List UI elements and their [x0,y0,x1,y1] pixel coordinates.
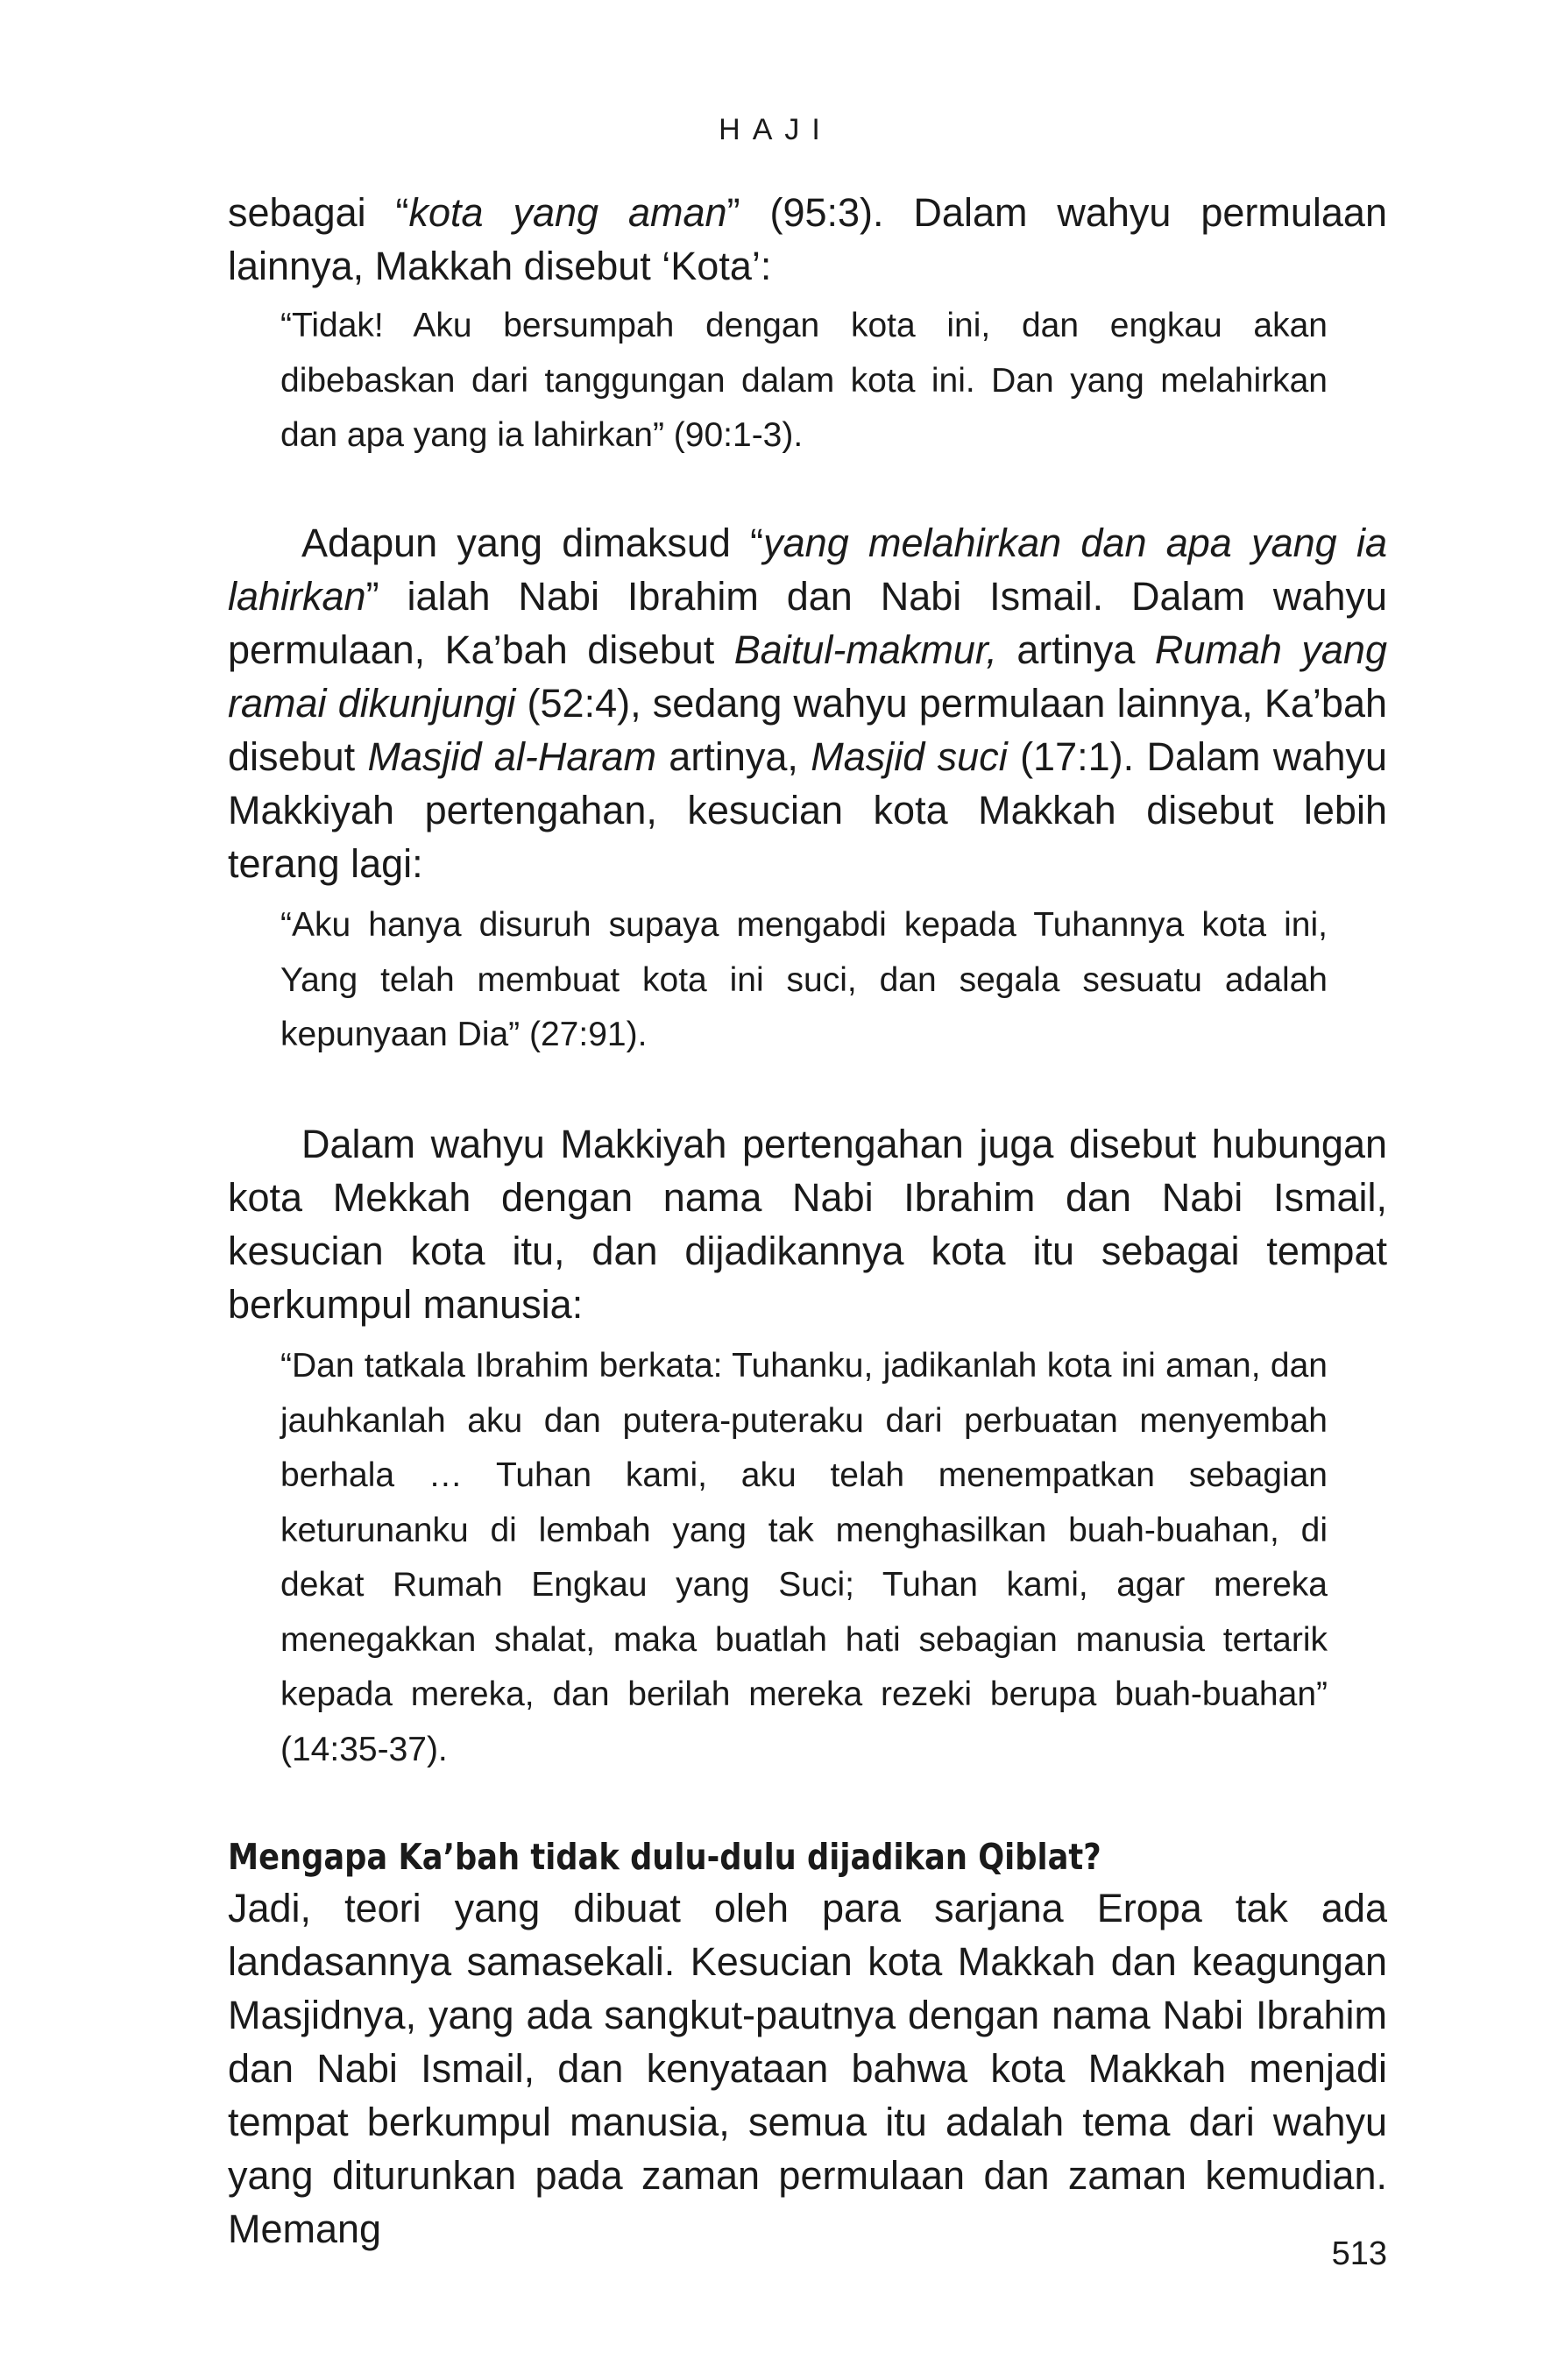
section-heading: Mengapa Ka’bah tidak dulu-dulu dijadikan Qiblat? [228,1836,1101,1878]
quote-3: “Dan tatkala Ibrahim berkata: Tuhanku, jadikanlah kota ini aman, dan jauhkanlah aku dan putera-puteraku dari perbuatan menyembah berhala … Tuhan kami, aku telah menempatkan sebagian keturunanku di lembah yang tak menghasilkan buah-buahan, di dekat Rumah Engkau yang Suci; Tuhan kami, agar mereka menegakkan shalat, maka buatlah hati sebagian manusia tertarik kepada mereka, dan berilah mereka rezeki berupa buah-buahan” (14:35-37). [280,1347,1328,1768]
p2-text-e: artinya [996,627,1155,672]
p2-text-a: Adapun yang dimaksud “ [301,521,764,565]
paragraph-3: Dalam wahyu Makkiyah pertengahan juga disebut hubungan kota Mekkah dengan nama Nabi Ibrahim dan Nabi Ismail, kesucian kota itu, dan dijadikannya kota itu sebagai tempat berkumpul manusia: [228,1122,1387,1327]
p1-italic-kota-yang-aman: kota yang aman [408,190,727,235]
running-header: HAJI [719,113,832,146]
page-number: 513 [1331,2235,1387,2272]
paragraph-2 [228,516,1387,890]
p2-italic-h: Masjid al-Haram [367,734,656,779]
p2-italic-j: Masjid suci [811,734,1008,779]
paragraph-1 [228,186,1387,293]
p2-italic-f: Rumah yang ramai dikunjungi [228,627,1387,726]
quote-2: “Aku hanya disuruh supaya mengabdi kepada Tuhannya kota ini, Yang telah membuat kota ini suci, dan segala sesuatu adalah kepunyaan Dia” (27:91). [280,906,1328,1053]
p2-text-i: artinya, [655,734,811,779]
p2-italic-d: Baitul-makmur, [733,627,997,672]
p2-text-k: (17:1). Dalam wahyu Makkiyah pertengahan, kesucian kota Makkah disebut lebih terang lagi: [228,734,1387,886]
p2-text-g: (52:4), sedang wahyu permulaan lainnya, Ka’bah disebut [228,681,1388,779]
quote-1: “Tidak! Aku bersumpah dengan kota ini, dan engkau akan dibebaskan dari tanggungan dalam kota ini. Dan yang melahirkan dan apa yang ia lahirkan” (90:1-3). [280,307,1328,454]
paragraph-4: Jadi, teori yang dibuat oleh para sarjana Eropa tak ada landasannya samasekali. Kesucian kota Makkah dan keagungan Masjidnya, yang ada sangkut-pautnya dengan nama Nabi Ibrahim dan Nabi Ismail, dan kenyataan bahwa kota Makkah menjadi tempat berkumpul manusia, semua itu adalah tema dari wahyu yang diturunkan pada zaman permulaan dan zaman kemudian. Memang [228,1886,1387,2251]
p2-italic-b: yang melahirkan dan apa yang ia lahirkan [228,521,1388,619]
p1-text-a: sebagai “ [228,190,409,235]
p2-text-c: ” ialah Nabi Ibrahim dan Nabi Ismail. Dalam wahyu permulaan, Ka’bah disebut [228,574,1387,672]
p1-text-c: ” (95:3). Dalam wahyu permulaan lainnya, Makkah disebut ‘Kota’: [228,190,1387,288]
